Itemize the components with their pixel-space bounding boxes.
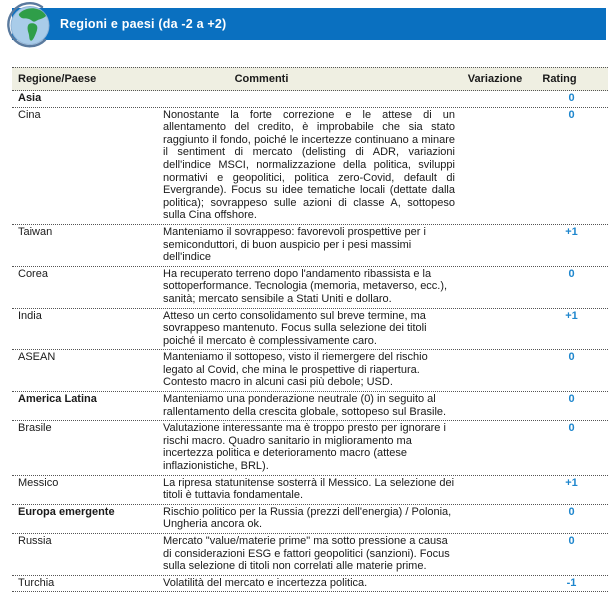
globe-icon [5, 2, 53, 50]
region-variation [455, 506, 535, 531]
column-header-region: Regione/Paese [18, 73, 97, 85]
region-rating: +1 [565, 476, 578, 489]
region-name: ASEAN [18, 351, 56, 364]
region-variation [455, 477, 535, 502]
region-variation [455, 310, 535, 348]
region-variation [455, 226, 535, 264]
table-row [12, 476, 608, 505]
table-row [12, 108, 608, 225]
region-name: Brasile [18, 422, 52, 435]
table-row [12, 350, 608, 392]
region-name: Corea [18, 267, 48, 280]
region-comment: Mercato "value/materie prime" ma sotto pressione a causa di considerazioni ESG e fattori geopolitici (sanzioni). Focus sulla selezione di titoli non correlati alle materie prime. [163, 535, 450, 573]
region-comment: Manteniamo il sovrappeso: favorevoli prospettive per i semiconduttori, di buon auspicio per i pesi massimi dell'indice [163, 225, 426, 264]
region-variation [455, 109, 535, 222]
region-rating: +1 [565, 309, 578, 322]
table-row [12, 392, 608, 421]
region-rating: 0 [568, 535, 575, 547]
table-row [12, 267, 608, 309]
region-variation [455, 535, 535, 573]
region-rating: 0 [568, 92, 575, 104]
region-rating: 0 [568, 422, 575, 435]
section-title: Regioni e paesi (da -2 a +2) [60, 17, 227, 31]
region-rating: 0 [568, 505, 575, 518]
table-row [12, 91, 608, 108]
regions-table [12, 67, 608, 592]
region-name: Taiwan [18, 225, 53, 238]
region-rating: 0 [568, 393, 575, 406]
region-name: Messico [18, 476, 59, 489]
region-rating: 0 [568, 351, 575, 364]
region-comment: Nonostante la forte correzione e le attese di un allentamento del credito, è improbabile che sia stato raggiunto il fondo, poiché le incertezze continuano a minare il sentiment di mercato (delisting di ADR, variazioni dell'indice MSCI, normalizzazione della politica, sviluppi normativi e geopolitici, politica zero-Covid, default di Evergrande). Focus su idee tematiche locali (dettate dalla politica); sovrappeso sulle azioni di classe A, sottopeso sulla Cina offshore. [163, 108, 455, 222]
region-comment: Manteniamo il sottopeso, visto il riemergere del rischio legato al Covid, che mina le prospettive di riapertura. Contesto macro in alcuni casi più debole; USD. [163, 351, 428, 389]
region-rating: +1 [565, 225, 578, 238]
table-row [12, 421, 608, 475]
region-comment: Manteniamo una ponderazione neutrale (0) in seguito al rallentamento della crescita globale, sottopeso sul Brasile. [163, 393, 447, 418]
region-name: India [18, 309, 42, 322]
table-row [12, 534, 608, 576]
region-variation [455, 577, 535, 590]
table-body [12, 91, 608, 592]
table-row [12, 225, 608, 267]
table-row [12, 309, 608, 351]
region-comment [163, 92, 455, 105]
region-variation [455, 351, 535, 389]
region-name: Europa emergente [18, 505, 115, 518]
region-name: Asia [18, 92, 42, 104]
region-comment: Atteso un certo consolidamento sul breve termine, ma sovrappeso mantenuto. Focus sulla selezione dei titoli poiché il mercato è complessivamente caro. [163, 309, 427, 347]
region-variation [455, 268, 535, 306]
region-comment: Rischio politico per la Russia (prezzi dell'energia) / Polonia, Ungheria ancora ok. [163, 505, 452, 531]
region-rating: -1 [566, 576, 577, 589]
region-name: Russia [18, 535, 52, 547]
section-banner [12, 8, 606, 40]
region-variation [455, 422, 535, 472]
region-name: Cina [18, 108, 41, 121]
column-header-variation: Variazione [467, 73, 523, 85]
region-comment: La ripresa statunitense sosterrà il Messico. La selezione dei titoli è tuttavia fondamentale. [163, 476, 455, 502]
region-rating: 0 [568, 108, 575, 121]
region-comment: Volatilità del mercato e incertezza politica. [163, 576, 368, 589]
region-rating: 0 [568, 267, 575, 280]
region-name: America Latina [18, 393, 97, 406]
table-row [12, 505, 608, 534]
table-header-row [12, 67, 608, 91]
region-name: Turchia [18, 576, 55, 589]
region-variation [455, 92, 535, 105]
region-variation [455, 393, 535, 418]
region-comment: Valutazione interessante ma è troppo presto per ignorare i rischi macro. Quadro sanitario in miglioramento ma incertezza politica e deterioramento macro (attese inflazionistiche, BRL). [163, 422, 446, 473]
region-comment: Ha recuperato terreno dopo l'andamento ribassista e la sottoperformance. Tecnologia (memoria, metaverso, ecc.), sanità; mercato sensibile a Stati Uniti e dollaro. [163, 267, 448, 305]
column-header-rating: Rating [542, 73, 577, 85]
column-header-comments: Commenti [234, 73, 289, 85]
table-row [12, 576, 608, 593]
